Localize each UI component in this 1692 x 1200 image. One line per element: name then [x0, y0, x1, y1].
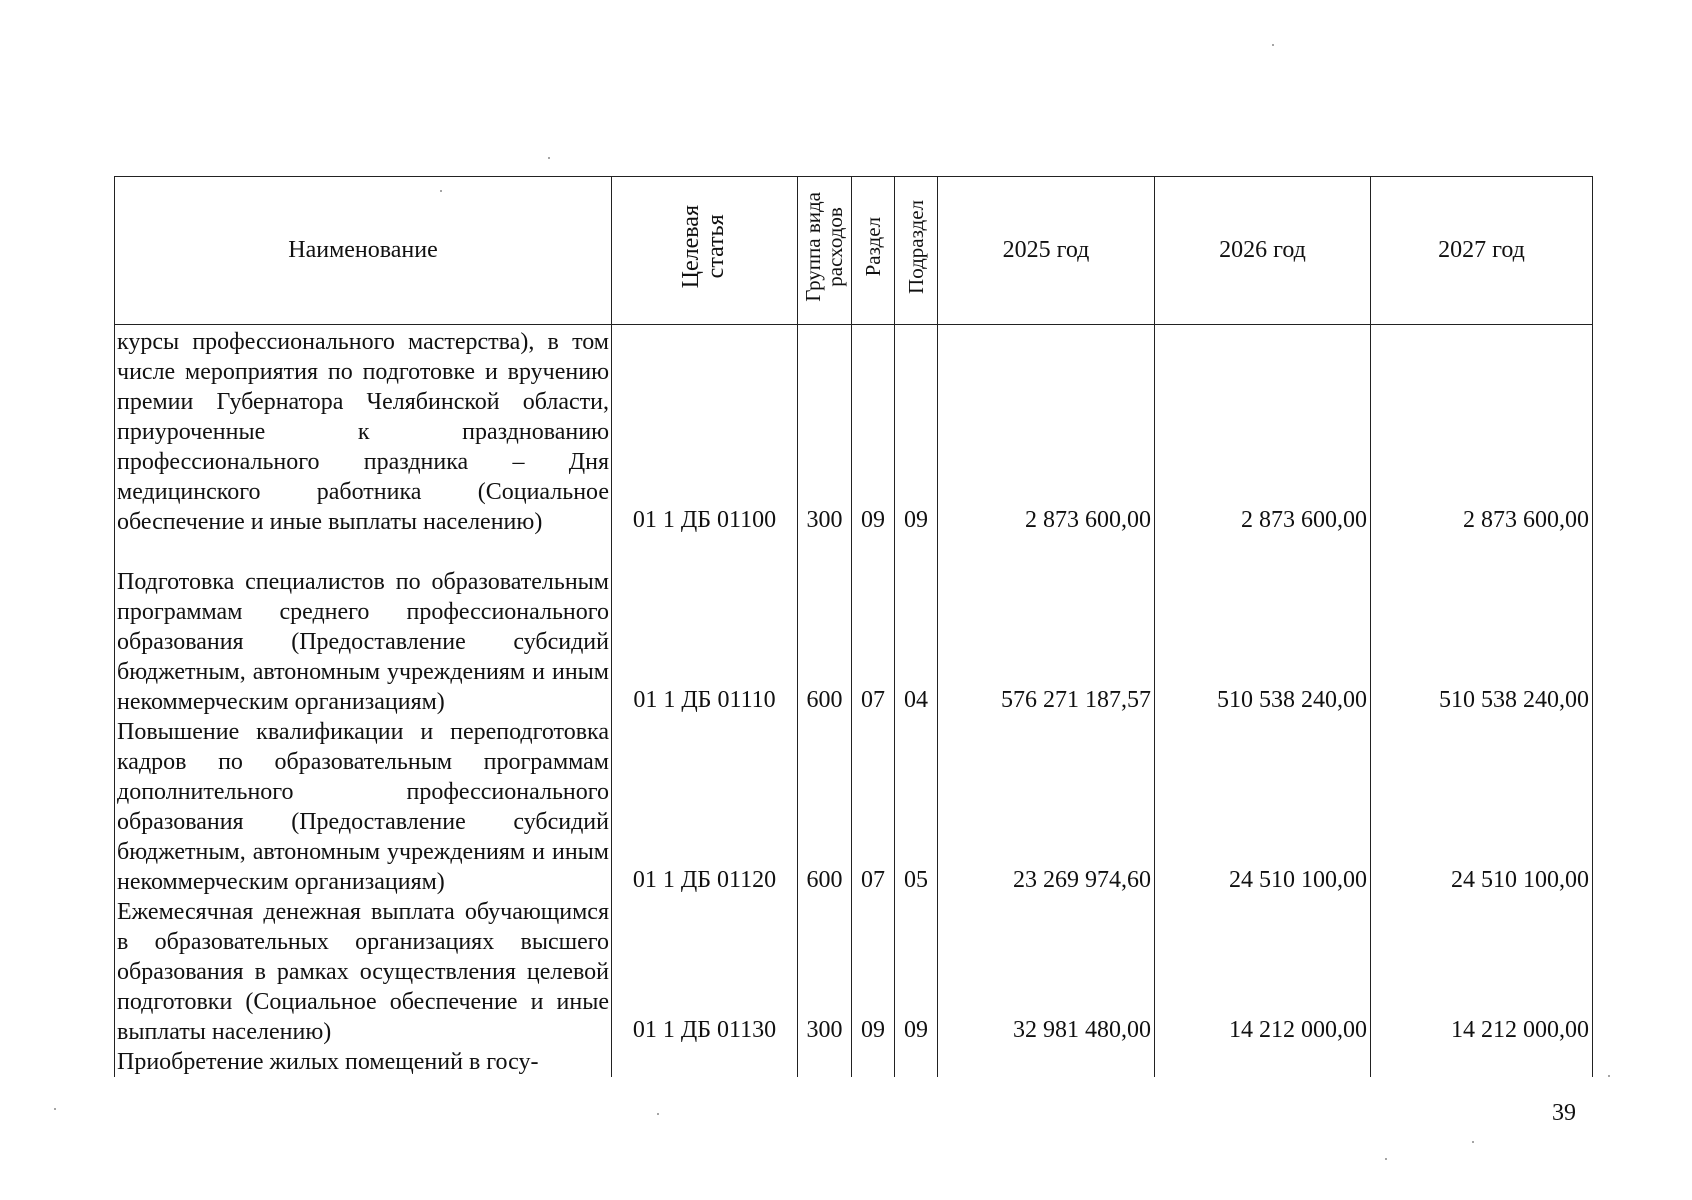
row-amount-2026: 14 212 000,00 [1155, 897, 1371, 1047]
row-target-article: 01 1 ДБ 01120 [612, 717, 798, 897]
row-section: 09 [852, 325, 895, 537]
scan-speck [548, 157, 550, 159]
row-amount-2025 [938, 1047, 1155, 1077]
table-row [115, 897, 1593, 1047]
row-expense-group: 300 [798, 325, 852, 537]
table-row [115, 325, 1593, 537]
row-section: 09 [852, 897, 895, 1047]
row-target-article [612, 1047, 798, 1077]
row-amount-2026 [1155, 1047, 1371, 1077]
row-amount-2027: 2 873 600,00 [1371, 325, 1593, 537]
scan-speck [1385, 1158, 1387, 1160]
row-amount-2027: 510 538 240,00 [1371, 537, 1593, 717]
scan-speck [440, 190, 442, 192]
row-section: 07 [852, 717, 895, 897]
scan-speck [657, 1113, 659, 1115]
header-section: Раздел [852, 177, 895, 325]
header-name: Наименование [115, 177, 612, 325]
budget-table [114, 176, 1593, 1077]
table-row [115, 1047, 1593, 1077]
scan-speck [1272, 44, 1274, 46]
row-name: Повышение квалификации и переподготовка кадров по образовательным программам дополнительного профессионального образования (Предоставление субсидий бюджетным, автономным учреждениям и иным некоммерческим организациям) [115, 717, 612, 897]
row-amount-2027: 24 510 100,00 [1371, 717, 1593, 897]
row-subsection [895, 1047, 938, 1077]
row-target-article: 01 1 ДБ 01100 [612, 325, 798, 537]
row-expense-group [798, 1047, 852, 1077]
scan-speck [54, 1108, 56, 1110]
row-amount-2026: 510 538 240,00 [1155, 537, 1371, 717]
row-expense-group: 600 [798, 717, 852, 897]
row-subsection: 09 [895, 897, 938, 1047]
row-amount-2026: 2 873 600,00 [1155, 325, 1371, 537]
scan-speck [1472, 1141, 1474, 1143]
header-year-2025: 2025 год [938, 177, 1155, 325]
row-amount-2027: 14 212 000,00 [1371, 897, 1593, 1047]
header-target-article: Целевая статья [612, 177, 798, 325]
row-target-article: 01 1 ДБ 01110 [612, 537, 798, 717]
row-expense-group: 600 [798, 537, 852, 717]
row-amount-2027 [1371, 1047, 1593, 1077]
row-name: Ежемесячная денежная выплата обучающимся в образовательных организациях высшего образования в рамках осуществления целевой подготовки (Социальное обеспечение и иные выплаты населению) [115, 897, 612, 1047]
row-name: курсы профессионального мастерства), в том числе мероприятия по подготовке и вручению премии Губернатора Челябинской области, приуроченные к празднованию профессионального праздника – Дня медицинского работника (Социальное обеспечение и иные выплаты населению) [115, 325, 612, 537]
header-expense-group: Группа вида расходов [798, 177, 852, 325]
table-header-row [115, 177, 1593, 325]
row-subsection: 04 [895, 537, 938, 717]
row-subsection: 09 [895, 325, 938, 537]
header-year-2026: 2026 год [1155, 177, 1371, 325]
row-section [852, 1047, 895, 1077]
row-expense-group: 300 [798, 897, 852, 1047]
row-amount-2025: 32 981 480,00 [938, 897, 1155, 1047]
row-amount-2025: 2 873 600,00 [938, 325, 1155, 537]
row-amount-2026: 24 510 100,00 [1155, 717, 1371, 897]
scan-speck [1608, 1075, 1610, 1077]
row-amount-2025: 576 271 187,57 [938, 537, 1155, 717]
row-target-article: 01 1 ДБ 01130 [612, 897, 798, 1047]
row-amount-2025: 23 269 974,60 [938, 717, 1155, 897]
header-year-2027: 2027 год [1371, 177, 1593, 325]
row-subsection: 05 [895, 717, 938, 897]
table-row [115, 537, 1593, 717]
row-name: Подготовка специалистов по образовательным программам среднего профессионального образования (Предоставление субсидий бюджетным, автономным учреждениям и иным некоммерческим организациям) [115, 537, 612, 717]
header-subsection: Подраздел [895, 177, 938, 325]
page-number: 39 [1552, 1100, 1576, 1126]
row-name: Приобретение жилых помещений в госу- [115, 1047, 612, 1077]
table-row [115, 717, 1593, 897]
row-section: 07 [852, 537, 895, 717]
